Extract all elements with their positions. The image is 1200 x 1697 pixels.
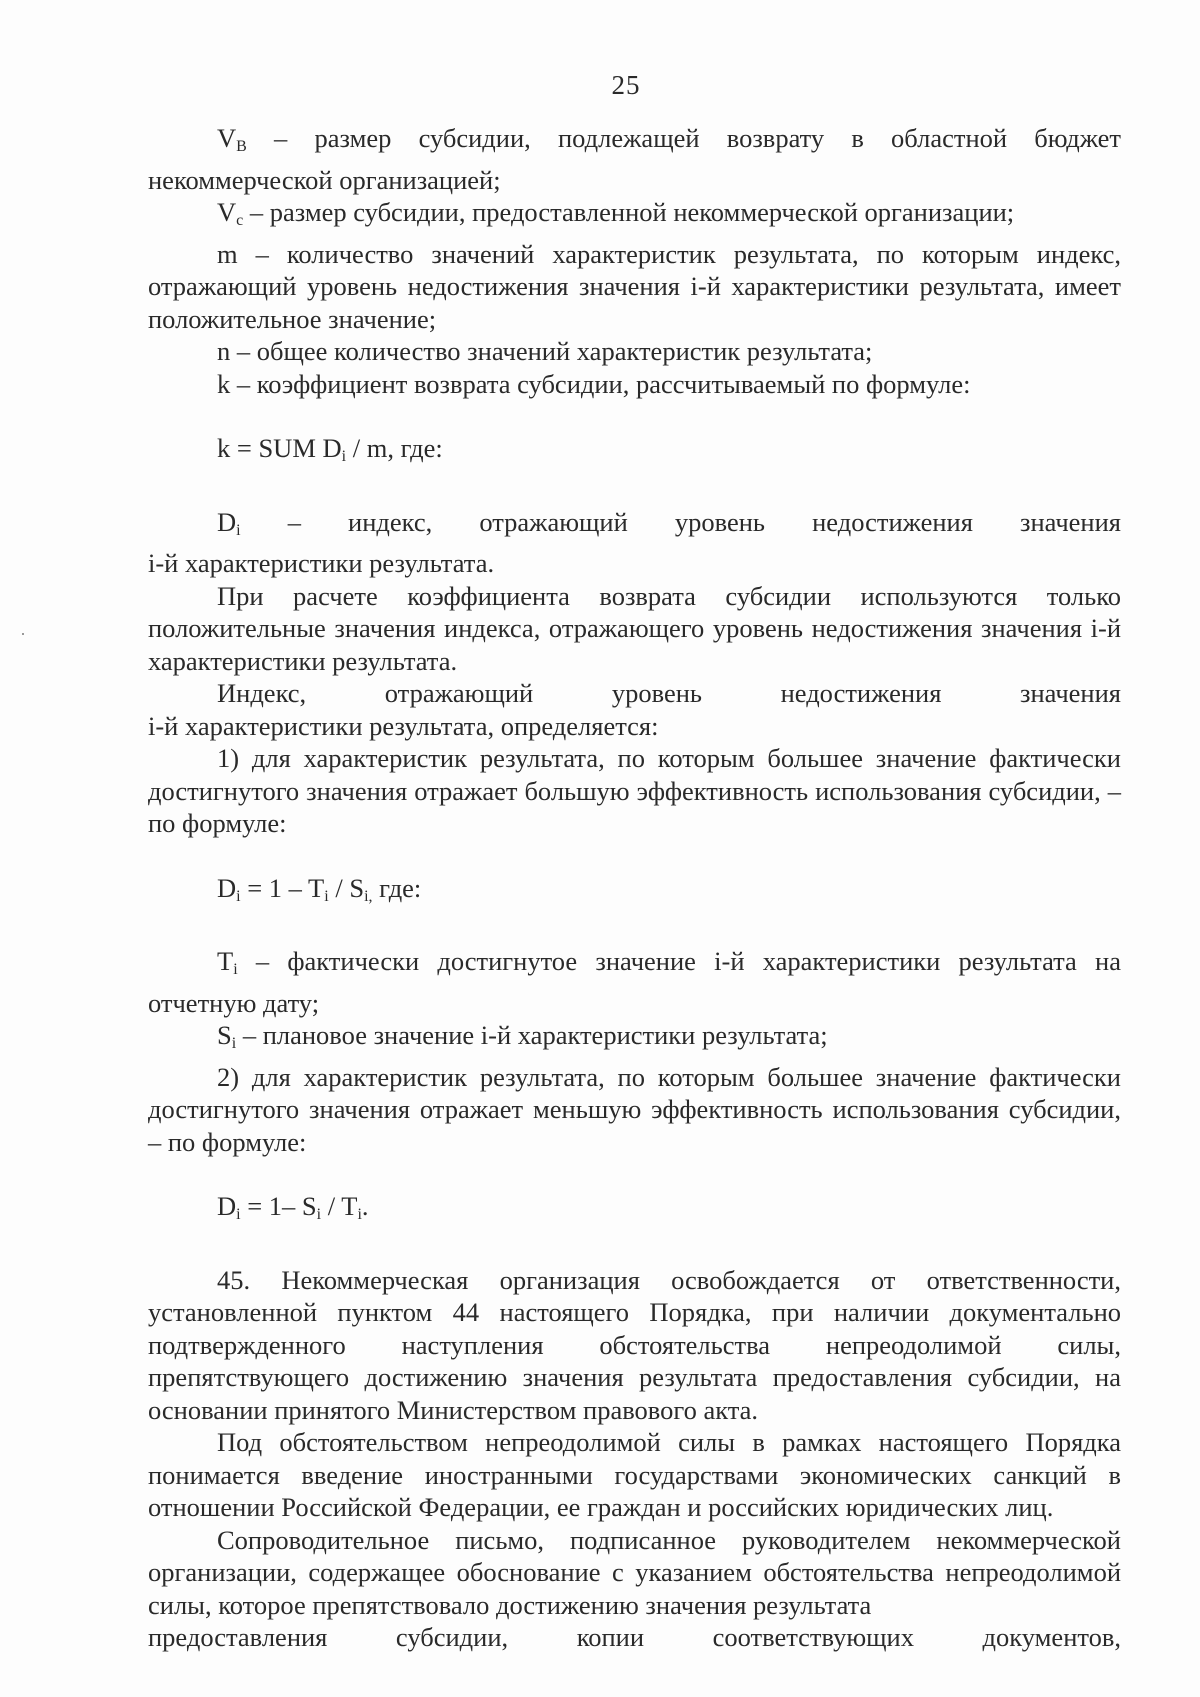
k-definition: k – коэффициент возврата субсидии, рассчитываемый по формуле:: [217, 368, 971, 399]
di-definition: [148, 506, 1121, 548]
si-definition: [148, 1019, 1121, 1061]
paragraph-force-majeure: Под обстоятельством непреодолимой силы в рамках настоящего Порядка понимается введение иностранными государствами экономических санкций в отношении Российской Федерации, ее граждан и российских юридических лиц.: [148, 1427, 1121, 1522]
formula-1-part: / S: [328, 872, 365, 903]
spacer: [148, 840, 1121, 872]
ti-text: – фактически достигнутое значение i-й характеристики результата на отчетную дату;: [148, 946, 1121, 1018]
di-subscript: i: [236, 521, 241, 539]
formula-1: [148, 872, 1121, 914]
ti-subscript: i: [233, 961, 238, 978]
vb-definition: [148, 122, 1121, 196]
di-text: – индекс, отражающий уровень недостижения значения: [240, 506, 1121, 537]
di-definition-continued: i-й характеристики результата.: [148, 548, 495, 578]
vc-subscript: c: [236, 212, 244, 229]
spacer: [148, 913, 1121, 945]
formula-1-part: D: [217, 872, 237, 903]
vb-text: – размер субсидии, подлежащей возврату в областной бюджет некоммерческой организацией;: [148, 123, 1121, 195]
spacer: [148, 1158, 1121, 1190]
formula-2-part: D: [217, 1191, 237, 1221]
paragraph-45: 45. Некоммерческая организация освобождается от ответственности, установленной пунктом 44 настоящего Порядка, при наличии документально подтвержденного наступления обстоятельства непреодолимой силы, препятствующего достижению значения результата предоставления субсидии, на основании принятого Министерством правового акта.: [148, 1264, 1121, 1425]
formula-2-part: .: [361, 1191, 369, 1221]
scan-speck: [22, 633, 24, 635]
vc-symbol: V: [217, 197, 237, 227]
formula-2-subscript: i: [236, 1206, 241, 1223]
si-symbol: S: [217, 1020, 232, 1050]
si-subscript: i: [231, 1035, 237, 1052]
formula-k-part: / m, где:: [346, 433, 443, 463]
formula-k-part: k = SUM D: [217, 433, 342, 463]
formula-1-part: = 1 – T: [240, 872, 325, 903]
vc-definition: [148, 196, 1121, 238]
di-symbol: D: [217, 506, 237, 537]
m-definition: m – количество значений характеристик результата, по которым индекс, отражающий уровень недостижения значения i-й характеристики результата, имеет положительное значение;: [148, 238, 1121, 334]
spacer: [148, 1232, 1121, 1264]
index-intro-line2: i-й характеристики результата, определяется:: [148, 710, 659, 741]
formula-2-part: / T: [321, 1191, 358, 1221]
vb-subscript: В: [236, 138, 247, 155]
formula-2-subscript: i: [316, 1206, 322, 1223]
formula-2: [148, 1190, 1121, 1232]
paragraph-cover-letter-last-line: предоставления субсидии, копии соответствующих документов,: [148, 1622, 1121, 1652]
formula-1-part: где:: [372, 872, 422, 903]
document-body: [148, 122, 1121, 1654]
spacer: [148, 474, 1121, 506]
ti-symbol: T: [217, 946, 234, 976]
n-definition: n – общее количество значений характеристик результата;: [217, 336, 873, 366]
case-1: 1) для характеристик результата, по которым большее значение фактически достигнутого значения отражает большую эффективность использования субсидии, – по формуле:: [148, 743, 1121, 838]
formula-1-subscript: i: [236, 887, 241, 905]
vb-symbol: V: [217, 123, 237, 153]
formula-k-subscript: i: [341, 448, 347, 465]
vc-text: – размер субсидии, предоставленной некоммерческой организации;: [243, 197, 1015, 227]
index-intro-line1: Индекс, отражающий уровень недостижения значения: [217, 678, 1121, 708]
case-2: 2) для характеристик результата, по которым большее значение фактически достигнутого значения отражает меньшую эффективность использования субсидии, – по формуле:: [148, 1061, 1121, 1157]
formula-2-subscript: i: [357, 1206, 362, 1223]
paragraph-calculation: При расчете коэффициента возврата субсидии используются только положительные значения индекса, отражающего уровень недостижения значения i-й характеристики результата.: [148, 580, 1121, 676]
formula-1-subscript: i,: [364, 887, 373, 905]
paragraph-cover-letter: Сопроводительное письмо, подписанное руководителем некоммерческой организации, содержащее обоснование с указанием обстоятельства непреодолимой силы, которое препятствовало достижению значения результата: [148, 1524, 1121, 1620]
formula-1-subscript: i: [324, 887, 329, 905]
ti-definition: [148, 945, 1121, 1019]
formula-2-part: = 1– S: [240, 1191, 317, 1221]
si-text: – плановое значение i-й характеристики результата;: [236, 1020, 828, 1050]
page-number: 25: [611, 70, 641, 100]
spacer: [148, 400, 1121, 432]
formula-k: [148, 432, 1121, 474]
